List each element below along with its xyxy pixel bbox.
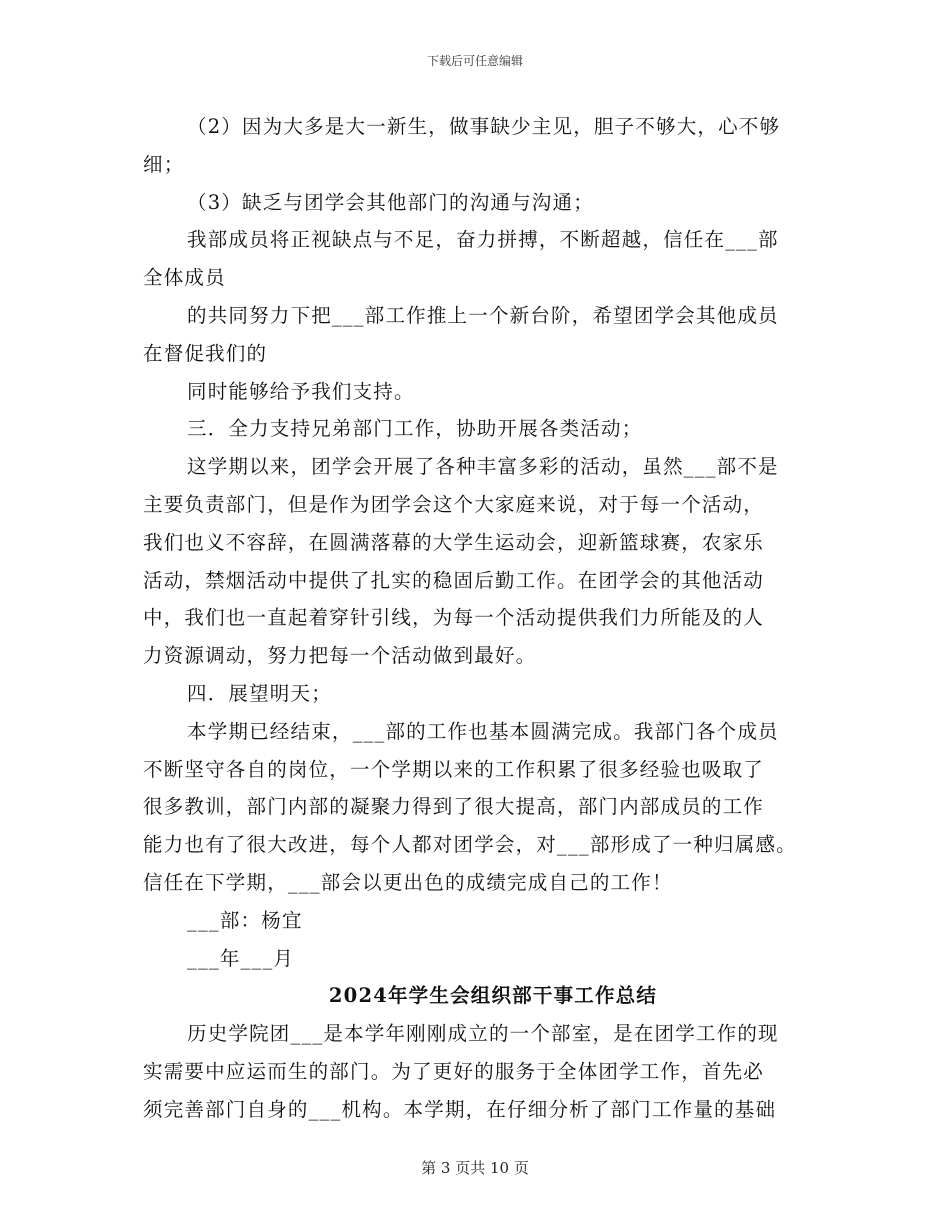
text-line: 很多教训，部门内部的凝聚力得到了很大提高，部门内部成员的工作 (143, 795, 765, 819)
text-line: 这学期以来，团学会开展了各种丰富多彩的活动，虽然___部不是 (187, 455, 779, 479)
text-line: 我们也义不容辞，在圆满落幕的大学生运动会，迎新篮球赛，农家乐 (143, 530, 765, 554)
text-line: 全体成员 (143, 266, 226, 290)
page-header: 下载后可任意编辑 (426, 54, 523, 68)
text-line: 细； (143, 152, 185, 176)
text-line: 同时能够给予我们支持。 (187, 379, 415, 403)
section-heading: 三．全力支持兄弟部门工作，协助开展各类活动； (187, 417, 643, 441)
text-line: 我部成员将正视缺点与不足，奋力拼搏，不断超越，信任在___部 (187, 228, 779, 252)
text-line: 主要负责部门，但是作为团学会这个大家庭来说，对于每一个活动， (143, 492, 765, 516)
text-line: 在督促我们的 (143, 341, 268, 365)
signature-line: ___部：杨宜 (187, 908, 303, 932)
text-line: （2）因为大多是大一新生，做事缺少主见，胆子不够大，心不够 (187, 115, 781, 138)
section-heading: 四．展望明天； (187, 681, 332, 705)
date-line: ___年___月 (187, 946, 295, 970)
text-line: 中，我们也一直起着穿针引线，为每一个活动提供我们力所能及的人 (143, 606, 765, 630)
text-line: 活动，禁烟活动中提供了扎实的稳固后勤工作。在团学会的其他活动 (143, 568, 765, 592)
text-line: 不断坚守各自的岗位，一个学期以来的工作积累了很多经验也吸取了 (143, 757, 765, 781)
text-line: 实需要中应运而生的部门。为了更好的服务于全体团学工作，首先必 (143, 1059, 765, 1083)
page-footer: 第 3 页共 10 页 (421, 1159, 529, 1177)
document-title: 2024年学生会组织部干事工作总结 (328, 984, 658, 1008)
text-line: 须完善部门自身的___机构。本学期，在仔细分析了部门工作量的基础 (143, 1097, 777, 1121)
text-line: 的共同努力下把___部工作推上一个新台阶，希望团学会其他成员 (187, 303, 779, 327)
text-line: 力资源调动，努力把每一个活动做到最好。 (143, 644, 537, 668)
text-line: （3）缺乏与团学会其他部门的沟通与沟通； (187, 190, 594, 214)
text-line: 历史学院团___是本学年刚刚成立的一个部室，是在团学工作的现 (187, 1022, 779, 1046)
text-line: 能力也有了很大改进，每个人都对团学会，对___部形成了一种归属感。 (143, 833, 797, 857)
text-line: 信任在下学期，___部会以更出色的成绩完成自己的工作！ (143, 870, 673, 894)
text-line: 本学期已经结束，___部的工作也基本圆满完成。我部门各个成员 (187, 719, 779, 743)
document-body (143, 108, 823, 1129)
